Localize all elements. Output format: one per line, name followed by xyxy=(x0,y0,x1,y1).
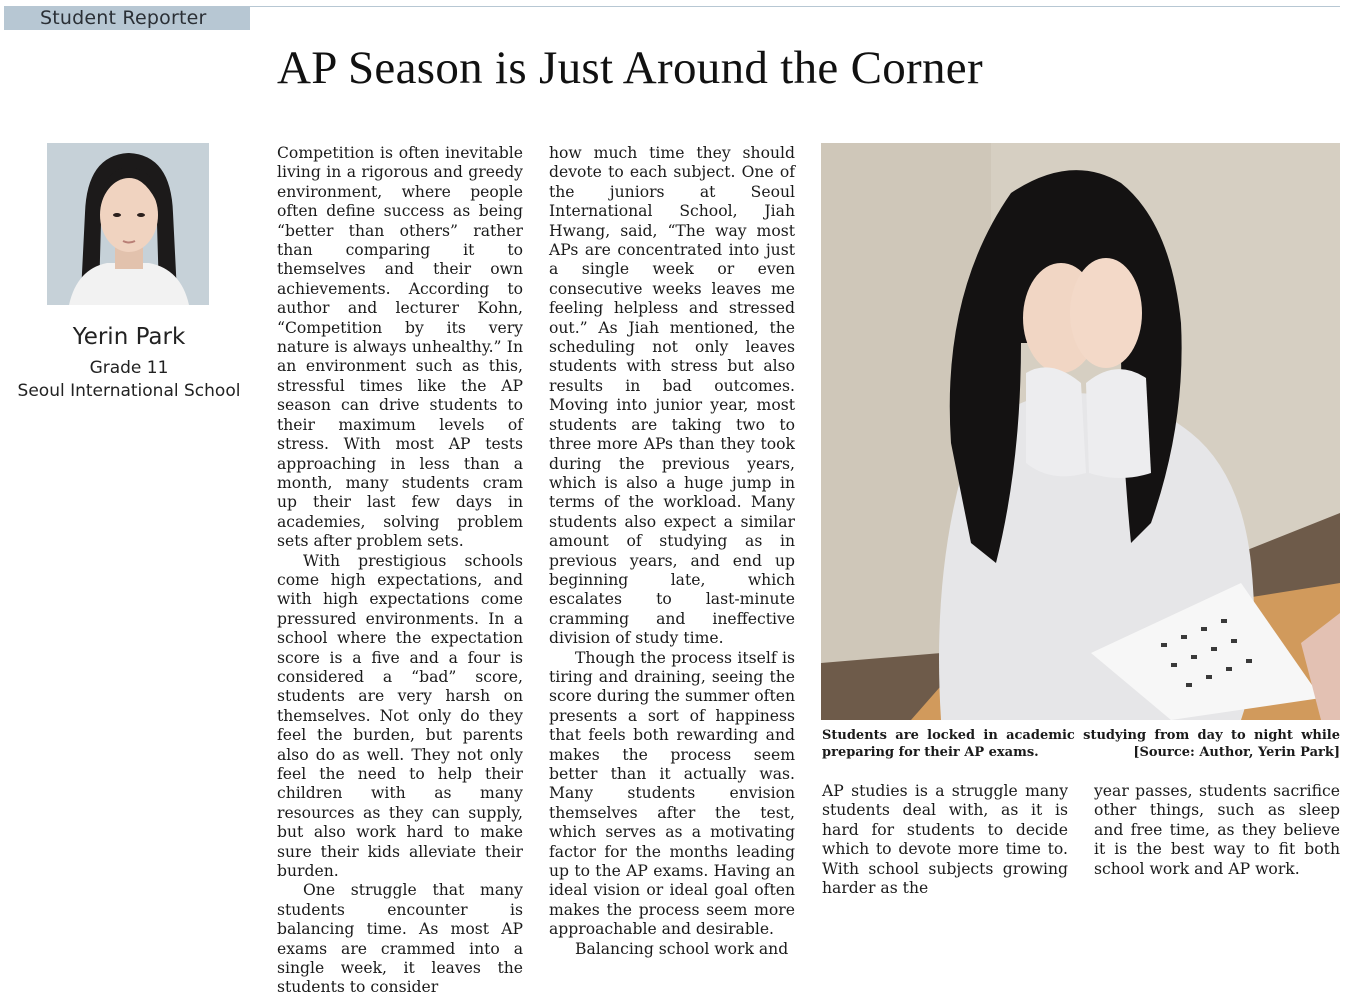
article-column-2 xyxy=(549,144,795,958)
paragraph: Competition is often inevitable living in a rigorous and greedy environment, where people often define success as being “better than others” rather than comparing it to themselves and their own achievements. According to author and lecturer Kohn, “Competition by its very nature is always unhealthy.” In an environment such as this, stressful times like the AP season can drive students to their maximum levels of stress. With most AP tests approaching in less than a month, many students cram up their last few days in academies, solving problem sets after problem sets. xyxy=(277,144,523,551)
section-label: Student Reporter xyxy=(4,6,250,30)
author-school: Seoul International School xyxy=(17,381,241,401)
paragraph: how much time they should devote to each subject. One of the juniors at Seoul International School, Jiah Hwang, said, “The way most APs are concentrated into just a single week or even consecutive weeks leaves me feeling helpless and stressed out.” As Jiah mentioned, the scheduling not only leaves students with stress but also results in bad outcomes. Moving into junior year, most students are taking two to three more APs than they took during the previous years, which is also a huge jump in terms of the workload. Many students also expect a similar amount of studying as in previous years, and end up beginning late, which escalates to last-minute cramming and ineffective division of study time. xyxy=(549,144,795,648)
article-photo xyxy=(821,143,1340,720)
headline: AP Season is Just Around the Corner xyxy=(277,42,983,94)
photo-caption xyxy=(822,727,1340,761)
article-column-1 xyxy=(277,144,523,997)
caption-text: Students are locked in academic studying from day to night while preparing for their AP exams. xyxy=(822,728,1340,760)
paragraph: With prestigious schools come high expectations, and with high expectations come pressured environments. In a school where the expectation score is a five and a four is considered a “bad” score, students are very harsh on themselves. Not only do they feel the burden, but parents also do as well. They not only feel the need to help their children with as many resources as they can supply, but also work hard to make sure their kids alleviate their burden. xyxy=(277,551,523,881)
article-column-4 xyxy=(1094,782,1340,879)
paragraph: One struggle that many students encounter is balancing time. As most AP exams are crammed into a single week, it leaves the students to consider xyxy=(277,881,523,997)
paragraph: year passes, students sacrifice other things, such as sleep and free time, as they believe it is the best way to fit both school work and AP work. xyxy=(1094,782,1340,878)
author-avatar xyxy=(47,143,209,305)
author-name: Yerin Park xyxy=(72,324,186,350)
paragraph: AP studies is a struggle many students deal with, as it is hard for students to decide which to devote more time to. With school subjects growing harder as the xyxy=(822,782,1068,898)
top-rule xyxy=(250,6,1340,7)
paragraph: Balancing school work and xyxy=(575,939,789,958)
article-column-3 xyxy=(822,782,1068,898)
author-grade: Grade 11 xyxy=(89,358,169,378)
paragraph: Though the process itself is tiring and draining, seeing the score during the summer often presents a sort of happiness that feels both rewarding and makes the process seem better than it actually was. Many students envision themselves after the test, which serves as a motivating factor for the months leading up to the AP exams. Having an ideal vision or ideal goal often makes the process seem more approachable and desirable. xyxy=(549,648,795,939)
caption-source: [Source: Author, Yerin Park] xyxy=(1133,745,1340,760)
